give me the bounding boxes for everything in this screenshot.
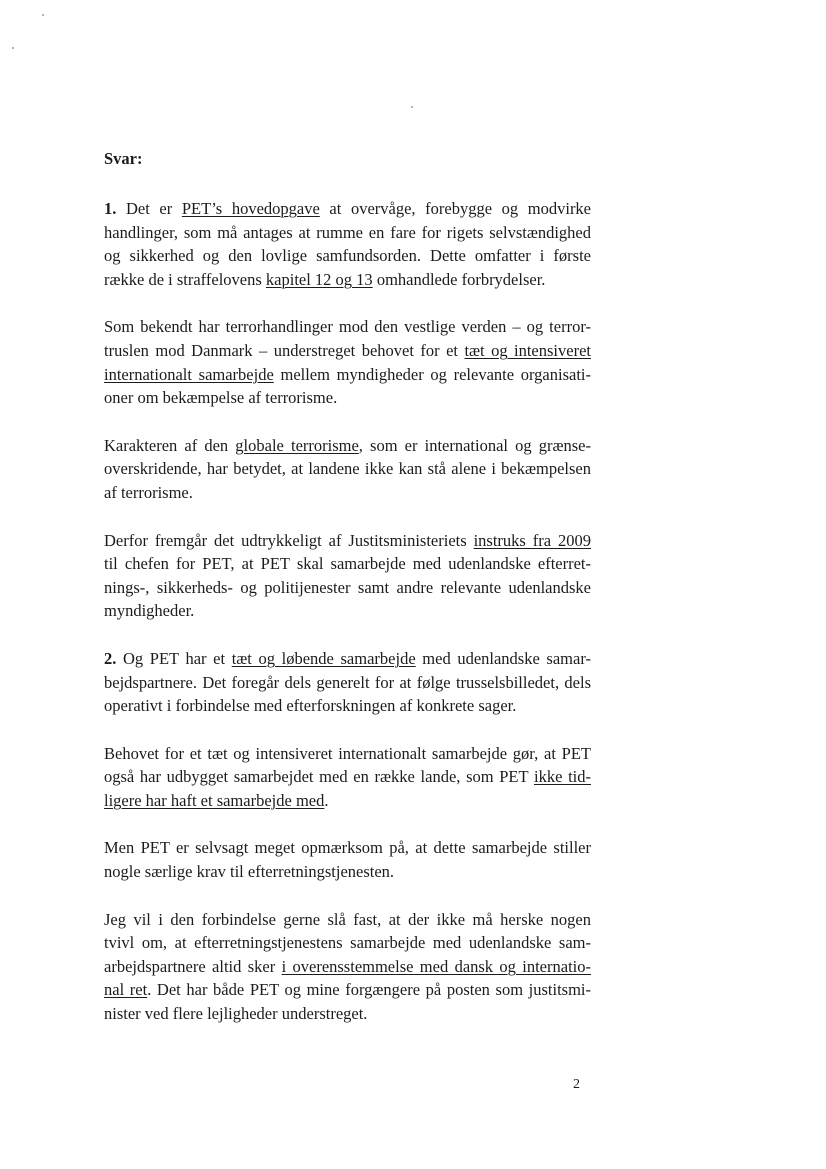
text-line: [104, 457, 591, 481]
underlined-phrase: ligere har haft et samarbejde med: [104, 790, 325, 810]
text-line: [104, 386, 591, 410]
scan-speck: [42, 14, 44, 16]
underlined-phrase: instruks fra 2009: [473, 530, 591, 550]
text-run: at overvåge, forebygge og modvirke: [319, 199, 592, 218]
paragraph: [104, 315, 591, 409]
text-line: [104, 221, 591, 245]
text-line: [104, 836, 591, 860]
text-run: handlinger, som må antages at rumme en fare for rigets selvstændighed: [104, 222, 591, 242]
text-run: Som bekendt har terrorhandlinger mod den vestlige verden – og terror-: [104, 317, 591, 337]
text-run: Det er: [116, 199, 182, 218]
text-run: med udenlandske samar-: [415, 648, 591, 668]
page-number: 2: [573, 1077, 580, 1092]
text-line: [104, 363, 591, 387]
answer-body: [104, 197, 591, 1050]
item-number: 2.: [104, 648, 117, 668]
text-run: overskridende, har betydet, at landene ikke kan stå alene i bekæmpelsen: [104, 459, 591, 479]
text-line: [104, 576, 591, 600]
text-run: truslen mod Danmark – understreget behovet for et: [104, 340, 465, 360]
text-run: Jeg vil i den forbindelse gerne slå fast, at der ikke må herske nogen: [104, 909, 591, 929]
text-run: af terrorisme.: [104, 482, 193, 502]
text-line: [104, 434, 591, 458]
text-line: [104, 765, 591, 789]
text-run: mellem myndigheder og relevante organisati-: [273, 364, 591, 384]
underlined-phrase: tæt og løbende samarbejde: [231, 648, 416, 668]
text-run: også har udbygget samarbejdet med en række lande, som PET: [104, 767, 534, 787]
text-line: [104, 481, 591, 505]
paragraph: [104, 908, 591, 1026]
paragraph: [104, 647, 591, 718]
text-run: Behovet for et tæt og intensiveret internationalt samarbejde gør, at PET: [104, 743, 591, 763]
text-line: [104, 197, 591, 221]
underlined-phrase: ikke tid-: [533, 767, 591, 787]
text-line: [104, 529, 591, 553]
underlined-phrase: kapitel 12 og 13: [265, 269, 373, 289]
text-line: [104, 244, 591, 268]
text-line: [104, 789, 591, 813]
text-line: [104, 978, 591, 1002]
text-run: Og PET har et: [116, 648, 232, 668]
text-run: Derfor fremgår det udtrykkeligt af Justitsministeriets: [104, 530, 474, 550]
underlined-phrase: tæt og intensiveret: [464, 340, 591, 360]
text-run: Karakteren af den: [104, 435, 236, 455]
text-line: [104, 599, 591, 623]
text-line: [104, 339, 591, 363]
underlined-phrase: PET’s hovedopgave: [181, 199, 320, 218]
text-line: [104, 647, 591, 671]
paragraph: [104, 742, 591, 813]
text-run: tvivl om, at efterretningstjenestens samarbejde med udenlandske sam-: [104, 933, 591, 953]
answer-heading: Svar:: [104, 149, 143, 168]
text-run: nogle særlige krav til efterretningstjenesten.: [104, 862, 395, 882]
text-line: [104, 742, 591, 766]
text-run: arbejdspartnere altid sker: [104, 956, 282, 976]
text-line: [104, 908, 591, 932]
text-run: til chefen for PET, at PET skal samarbejde med udenlandske efterret-: [104, 554, 591, 574]
underlined-phrase: globale terrorisme: [235, 435, 359, 455]
text-line: [104, 955, 591, 979]
text-run: oner om bekæmpelse af terrorisme.: [104, 388, 338, 408]
text-run: . Det har både PET og mine forgængere på posten som justitsmi-: [147, 980, 592, 1000]
text-run: .: [324, 790, 329, 810]
underlined-phrase: nal ret: [104, 980, 148, 1000]
text-line: [104, 671, 591, 695]
text-line: [104, 315, 591, 339]
text-run: nister ved flere lejligheder understreget.: [104, 1004, 368, 1024]
text-run: operativt i forbindelse med efterforskningen af konkrete sager.: [104, 696, 517, 716]
text-run: nings-, sikkerheds- og politijenester samt andre relevante udenlandske: [104, 577, 591, 597]
paragraph: [104, 836, 591, 883]
text-line: [104, 931, 591, 955]
paragraph: [104, 529, 591, 623]
underlined-phrase: internationalt samarbejde: [104, 364, 274, 384]
text-run: bejdspartnere. Det foregår dels generelt for at følge trusselsbilledet, dels: [104, 672, 591, 692]
text-run: , som er international og grænse-: [358, 435, 591, 455]
text-line: [104, 860, 591, 884]
text-line: [104, 694, 591, 718]
paragraph: [104, 197, 591, 291]
scan-speck: [12, 47, 14, 49]
text-run: myndigheder.: [104, 601, 195, 621]
text-line: [104, 268, 591, 292]
scan-speck: [411, 106, 413, 108]
text-run: Men PET er selvsagt meget opmærksom på, at dette samarbejde stiller: [104, 838, 591, 858]
text-run: omhandlede forbrydelser.: [372, 269, 546, 289]
underlined-phrase: i overensstemmelse med dansk og internatio-: [281, 956, 591, 976]
text-run: og sikkerhed og den lovlige samfundsorden. Dette omfatter i første: [104, 246, 591, 266]
paragraph: [104, 434, 591, 505]
text-run: række de i straffelovens: [104, 269, 266, 289]
item-number: 1.: [104, 199, 117, 218]
text-line: [104, 552, 591, 576]
text-line: [104, 1002, 591, 1026]
